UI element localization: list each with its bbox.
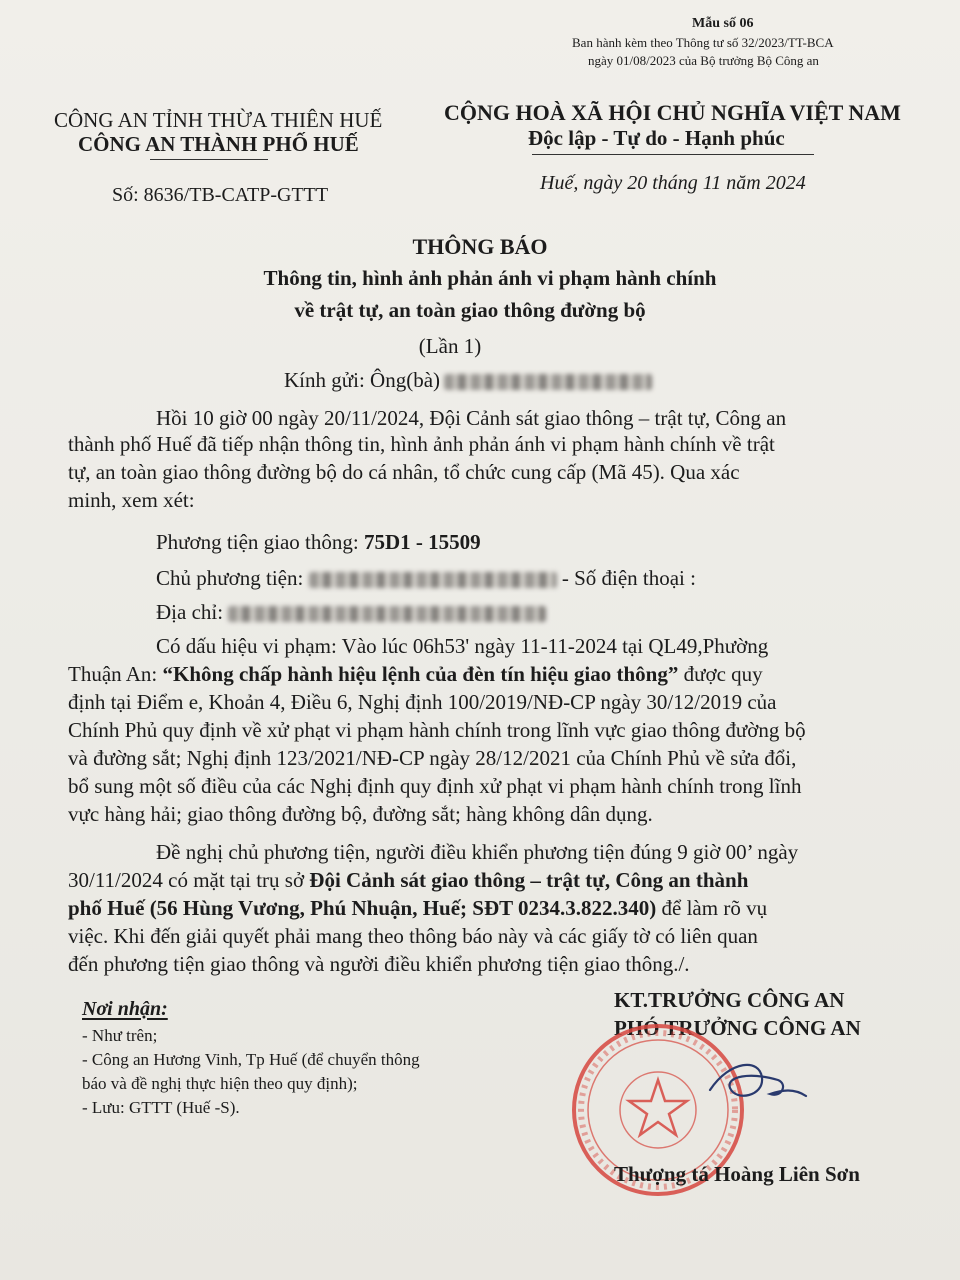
violation-line-1: Có dấu hiệu vi phạm: Vào lúc 06h53' ngày 11-11-2024 tại QL49,Phường	[156, 634, 769, 658]
request-line-5: đến phương tiện giao thông và người điều khiển phương tiện giao thông./.	[68, 952, 690, 976]
unit-underline	[150, 159, 268, 160]
signer-name: Thượng tá Hoàng Liên Sơn	[614, 1162, 860, 1186]
address-label: Địa chỉ:	[156, 600, 224, 624]
owner-label: Chủ phương tiện:	[156, 566, 304, 590]
recipient-item: - Công an Hương Vinh, Tp Huế (để chuyển thông	[82, 1050, 420, 1069]
title-line-2: về trật tự, an toàn giao thông đường bộ	[294, 298, 646, 322]
address-line	[156, 600, 546, 625]
violation-line: định tại Điểm e, Khoản 4, Điều 6, Nghị định 100/2019/NĐ-CP ngày 30/12/2019 của	[68, 690, 777, 714]
vehicle-plate: 75D1 - 15509	[363, 530, 481, 554]
violation-name: “Không chấp hành hiệu lệnh của đèn tín hiệu giao thông”	[162, 662, 679, 686]
form-issued-date: ngày 01/08/2023 của Bộ trưởng Bộ Công an	[588, 53, 819, 68]
place-and-date: Huế, ngày 20 tháng 11 năm 2024	[540, 172, 806, 194]
motto-underline	[532, 154, 814, 155]
parent-agency: CÔNG AN TỈNH THỪA THIÊN HUẾ	[54, 108, 383, 132]
form-number: Mẫu số 06	[692, 16, 754, 31]
violation-line-2	[68, 662, 763, 687]
request-office-address: phố Huế (56 Hùng Vương, Phú Nhuận, Huế; SĐT 0234.3.822.340)	[68, 896, 657, 920]
signer-title-1: KT.TRƯỞNG CÔNG AN	[614, 988, 845, 1012]
request-line-2	[68, 868, 748, 893]
phone-label: - Số điện thoại :	[561, 566, 696, 590]
violation-location: Thuận An:	[68, 662, 163, 686]
redacted-owner	[309, 572, 557, 588]
notice-attempt: (Lần 1)	[418, 334, 482, 358]
national-motto: Độc lập - Tự do - Hạnh phúc	[528, 126, 785, 150]
redacted-address	[228, 606, 546, 622]
vehicle-line	[156, 530, 481, 555]
violation-line: vực hàng hải; giao thông đường bộ, đường sắt; hàng không dân dụng.	[68, 802, 653, 826]
owner-line	[156, 566, 696, 591]
para1-line: Hồi 10 giờ 00 ngày 20/11/2024, Đội Cảnh sát giao thông – trật tự, Công an	[156, 406, 787, 430]
document-number: Số: 8636/TB-CATP-GTTT	[112, 184, 329, 206]
request-line-3	[68, 896, 767, 921]
addressee-label: Kính gửi: Ông(bà)	[284, 368, 441, 392]
country-name: CỘNG HOÀ XÃ HỘI CHỦ NGHĨA VIỆT NAM	[444, 100, 901, 125]
addressee-line	[284, 368, 652, 393]
issuing-unit: CÔNG AN THÀNH PHỐ HUẾ	[78, 132, 359, 156]
violation-suffix: được quy	[678, 662, 763, 686]
request-prefix: 30/11/2024 có mặt tại trụ sở	[68, 868, 310, 892]
request-office: Đội Cảnh sát giao thông – trật tự, Công an thành	[309, 868, 749, 892]
violation-line: Chính Phủ quy định về xử phạt vi phạm hành chính trong lĩnh vực giao thông đường bộ	[68, 718, 806, 742]
recipients-label: Nơi nhận:	[82, 998, 168, 1020]
document-title: THÔNG BÁO	[412, 234, 548, 259]
recipient-item: báo và đề nghị thực hiện theo quy định);	[82, 1074, 358, 1093]
request-suffix: để làm rõ vụ	[656, 896, 768, 920]
handwritten-signature-icon	[690, 1050, 810, 1120]
vehicle-label: Phương tiện giao thông:	[156, 530, 359, 554]
violation-line: bổ sung một số điều của các Nghị định quy định xử phạt vi phạm hành chính trong lĩnh	[68, 774, 802, 798]
redacted-name	[444, 374, 652, 390]
para1-line: tự, an toàn giao thông đường bộ do cá nhân, tổ chức cung cấp (Mã 45). Qua xác	[68, 460, 740, 484]
recipient-item: - Lưu: GTTT (Huế -S).	[82, 1098, 240, 1117]
para1-line: thành phố Huế đã tiếp nhận thông tin, hình ảnh phản ánh vi phạm hành chính về trật	[68, 432, 775, 456]
recipient-item: - Như trên;	[82, 1026, 158, 1045]
signer-title-2: PHÓ TRƯỞNG CÔNG AN	[614, 1016, 861, 1040]
title-line-1: Thông tin, hình ảnh phản ánh vi phạm hành chính	[263, 266, 717, 290]
para1-line: minh, xem xét:	[68, 488, 195, 512]
request-line-1: Đề nghị chủ phương tiện, người điều khiển phương tiện đúng 9 giờ 00’ ngày	[156, 840, 799, 864]
request-line-4: việc. Khi đến giải quyết phải mang theo thông báo này và các giấy tờ có liên quan	[68, 924, 758, 948]
violation-line: và đường sắt; Nghị định 123/2021/NĐ-CP ngày 28/12/2021 của Chính Phủ về sửa đổi,	[68, 746, 797, 770]
form-issued-by: Ban hành kèm theo Thông tư số 32/2023/TT-BCA	[572, 35, 834, 50]
